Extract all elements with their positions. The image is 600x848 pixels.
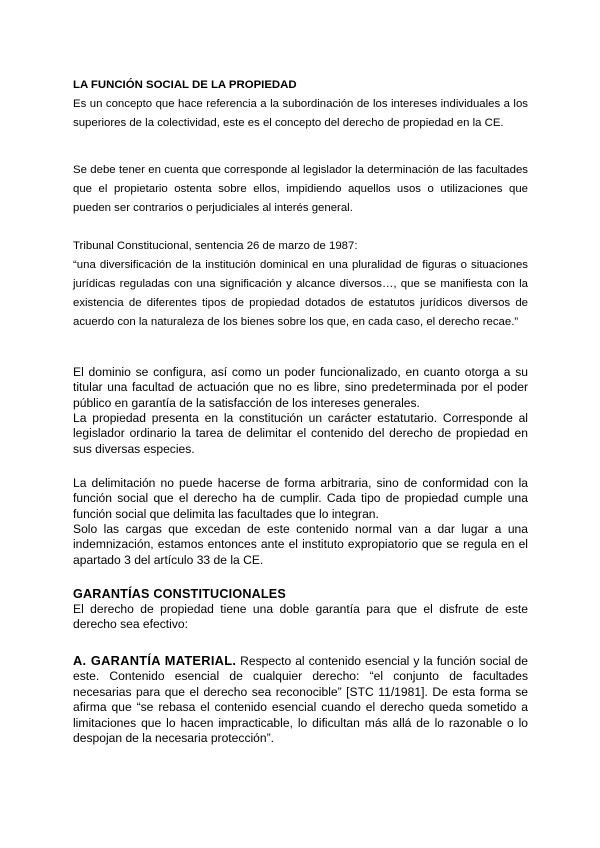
- garantia-material-paragraph: [73, 653, 528, 746]
- funcion-social-section: [73, 76, 528, 133]
- citation-title: Tribunal Constitucional, sentencia 26 de marzo de 1987:: [73, 240, 358, 252]
- paragraph: Es un concepto que hace referencia a la subordinación de los intereses individuales a los superiores de la colectividad, este es el concepto del derecho de propiedad en la CE.: [73, 98, 528, 129]
- paragraph: La delimitación no puede hacerse de forma arbitraria, sino de conformidad con la función social que el derecho ha de cumplir. Cada tipo de propiedad cumple una función social que delimita las facultades que lo integran.: [73, 476, 528, 521]
- section-heading: LA FUNCIÓN SOCIAL DE LA PROPIEDAD: [73, 79, 297, 91]
- garantia-material-text: Respecto al contenido esencial y la función social de este. Contenido esencial de cualquier derecho: “el conjunto de facultades necesarias para que el derecho sea reconocible” [STC 11/1981]. De esta forma se afirma que “se rebasa el contenido esencial cuando el derecho queda sometido a limitaciones que lo hacen impracticable, lo dificultan más allá de lo razonable o lo despojan de la necesaria protección”.: [73, 654, 528, 746]
- paragraph: Solo las cargas que excedan de este contenido normal van a dar lugar a una indemnización, estamos entonces ante el instituto expropiatorio que se regula en el apartado 3 del artículo 33 de la CE.: [73, 522, 528, 567]
- paragraph: Se debe tener en cuenta que corresponde al legislador la determinación de las facultades que el propietario ostenta sobre ellos, impidiendo aquellos usos o utilizaciones que pueden ser contrarios o perjudiciales al interés general.: [73, 164, 528, 214]
- paragraph: El dominio se configura, así como un poder funcionalizado, en cuanto otorga a su titular una facultad de actuación que no es libre, sino predeterminada por el poder público en garantía de la satisfacción de los intereses generales.: [73, 365, 528, 410]
- garantia-material-label: A. GARANTÍA MATERIAL.: [73, 653, 237, 668]
- section-heading: GARANTÍAS CONSTITUCIONALES: [73, 587, 286, 601]
- tc-citation: [73, 237, 528, 332]
- paragraph: La propiedad presenta en la constitución un carácter estatutario. Corresponde al legislador ordinario la tarea de delimitar el contenido del derecho de propiedad en sus diversas especies.: [73, 411, 528, 456]
- citation-quote: “una diversificación de la institución dominical en una pluralidad de figuras o situaciones jurídicas reguladas con una significación y alcance diversos…, que se manifiesta con la existencia de diferentes tipos de propiedad dotados de estatutos jurídicos diversos de acuerdo con la naturaleza de los bienes sobre los que, en cada caso, el derecho recae.”: [73, 259, 528, 328]
- paragraph: El derecho de propiedad tiene una doble garantía para que el disfrute de este derecho sea efectivo:: [73, 602, 528, 632]
